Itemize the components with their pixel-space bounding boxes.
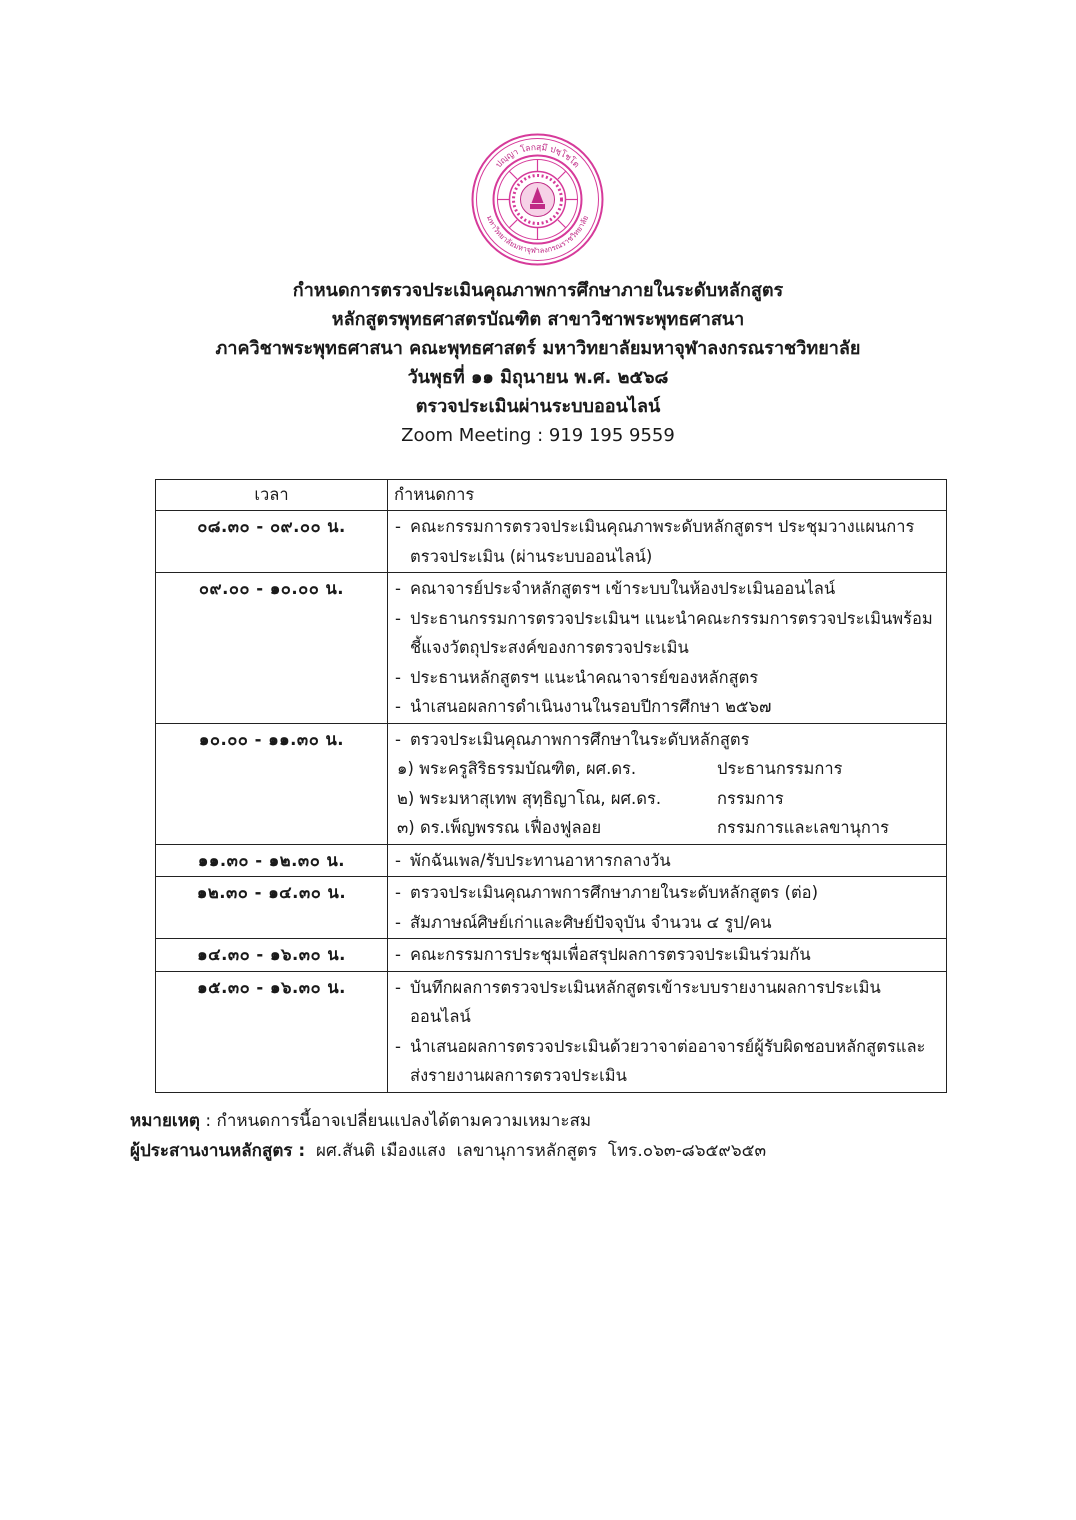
bullet-marker: - — [395, 517, 401, 536]
activity-item — [395, 663, 940, 693]
activity-item — [395, 574, 940, 604]
activity-text: นำเสนอผลการตรวจประเมินด้วยวาจาต่ออาจารย์ผู้รับผิดชอบหลักสูตรและส่งรายงานผลการตรวจประเมิน — [410, 1036, 926, 1085]
committee-member — [395, 784, 940, 814]
remark-line — [130, 1106, 766, 1136]
bullet-marker: - — [395, 697, 401, 716]
member-name: ๒) พระมหาสุเทพ สุทฺธิญาโณ, ผศ.ดร. — [397, 788, 662, 808]
document-header — [0, 276, 1076, 450]
activity-item — [395, 512, 940, 571]
activity-text: คณะกรรมการตรวจประเมินคุณภาพระดับหลักสูตรฯ ประชุมวางแผนการตรวจประเมิน (ผ่านระบบออนไลน์) — [410, 517, 915, 566]
member-role: กรรมการและเลขานุการ — [717, 818, 890, 837]
schedule-body — [156, 511, 947, 1093]
header-mode: ตรวจประเมินผ่านระบบออนไลน์ — [415, 396, 661, 417]
member-name: ๑) พระครูสิริธรรมบัณฑิต, ผศ.ดร. — [397, 759, 637, 778]
bullet-marker: - — [395, 912, 401, 932]
member-role: ประธานกรรมการ — [717, 759, 843, 778]
time-cell: ๐๙.๐๐ - ๑๐.๐๐ น. — [156, 573, 388, 724]
table-row — [156, 877, 947, 939]
activity-item — [395, 878, 940, 908]
activity-text: ตรวจประเมินคุณภาพการศึกษาในระดับหลักสูตร — [410, 729, 750, 749]
activity-text: บันทึกผลการตรวจประเมินหลักสูตรเข้าระบบรายงานผลการประเมินออนไลน์ — [410, 977, 881, 1026]
activity-text: คณาจารย์ประจำหลักสูตรฯ เข้าระบบในห้องประเมินออนไลน์ — [410, 579, 836, 598]
seal-text-top: ปญฺญา โลกสฺมึ ปชฺโชโต — [493, 142, 582, 171]
time-cell: ๑๐.๐๐ - ๑๑.๓๐ น. — [156, 723, 388, 844]
time-cell: ๑๑.๓๐ - ๑๒.๓๐ น. — [156, 844, 388, 877]
activity-item — [395, 692, 940, 722]
bullet-marker: - — [395, 977, 401, 997]
activity-text: ตรวจประเมินคุณภาพการศึกษาภายในระดับหลักสูตร (ต่อ) — [410, 883, 819, 902]
coordinator-label: ผู้ประสานงานหลักสูตร : — [130, 1141, 306, 1161]
table-row — [156, 573, 947, 724]
member-role: กรรมการ — [717, 788, 784, 808]
table-row — [156, 723, 947, 844]
bullet-marker: - — [395, 883, 401, 902]
activity-cell — [388, 573, 947, 724]
table-row — [156, 511, 947, 573]
bullet-marker: - — [395, 608, 401, 628]
activity-cell — [388, 844, 947, 877]
activity-text: ประธานหลักสูตรฯ แนะนำคณาจารย์ของหลักสูตร — [410, 667, 759, 687]
committee-member — [395, 754, 940, 784]
header-date: วันพุธที่ ๑๑ มิถุนายน พ.ศ. ๒๕๖๘ — [407, 367, 669, 388]
column-header-time: เวลา — [156, 480, 388, 511]
time-cell: ๐๘.๓๐ - ๐๙.๐๐ น. — [156, 511, 388, 573]
activity-text: ประธานกรรมการตรวจประเมินฯ แนะนำคณะกรรมการตรวจประเมินพร้อมชี้แจงวัตถุประสงค์ของการตรวจประเมิน — [410, 608, 933, 657]
activity-cell — [388, 511, 947, 573]
notes-section — [130, 1106, 766, 1166]
time-cell: ๑๕.๓๐ - ๑๖.๓๐ น. — [156, 971, 388, 1092]
activity-item — [395, 725, 940, 755]
activity-text: พักฉันเพล/รับประทานอาหารกลางวัน — [410, 850, 671, 870]
coordinator-text: ผศ.สันติ เมืองแสง เลขานุการหลักสูตร โทร.๐๖๓-๘๖๕๙๖๕๓ — [305, 1141, 767, 1161]
activity-item — [395, 604, 940, 663]
bullet-marker: - — [395, 850, 401, 870]
bullet-marker: - — [395, 1036, 401, 1056]
table-row — [156, 844, 947, 877]
column-header-activity: กำหนดการ — [388, 480, 947, 511]
activity-item — [395, 846, 940, 876]
activity-cell — [388, 971, 947, 1092]
member-name: ๓) ดร.เพ็ญพรรณ เฟื่องฟูลอย — [397, 818, 602, 837]
time-cell: ๑๒.๓๐ - ๑๔.๓๐ น. — [156, 877, 388, 939]
activity-item — [395, 1032, 940, 1091]
header-department: ภาควิชาพระพุทธศาสนา คณะพุทธศาสตร์ มหาวิทยาลัยมหาจุฬาลงกรณราชวิทยาลัย — [215, 338, 861, 359]
bullet-marker: - — [395, 579, 401, 598]
bullet-marker: - — [395, 945, 401, 964]
time-cell: ๑๔.๓๐ - ๑๖.๓๐ น. — [156, 939, 388, 972]
activity-item — [395, 908, 940, 938]
committee-member — [395, 813, 940, 843]
university-seal — [470, 132, 605, 267]
bullet-marker: - — [395, 667, 401, 687]
activity-text: คณะกรรมการประชุมเพื่อสรุปผลการตรวจประเมินร่วมกัน — [410, 945, 811, 964]
activity-text: สัมภาษณ์ศิษย์เก่าและศิษย์ปัจจุบัน จำนวน ๔ รูป/คน — [410, 912, 772, 932]
header-zoom-meeting: Zoom Meeting : 919 195 9559 — [401, 425, 675, 446]
activity-item — [395, 940, 940, 970]
seal-emblem-icon — [470, 132, 605, 267]
activity-cell — [388, 939, 947, 972]
table-row — [156, 939, 947, 972]
schedule-table — [155, 479, 947, 1093]
table-header-row — [156, 480, 947, 511]
activity-text: นำเสนอผลการดำเนินงานในรอบปีการศึกษา ๒๕๖๗ — [410, 697, 772, 716]
activity-cell — [388, 723, 947, 844]
coordinator-line — [130, 1136, 766, 1166]
header-title: กำหนดการตรวจประเมินคุณภาพการศึกษาภายในระดับหลักสูตร — [292, 280, 784, 301]
table-row — [156, 971, 947, 1092]
activity-item — [395, 973, 940, 1032]
seal-text-bottom: มหาวิทยาลัยมหาจุฬาลงกรณราชวิทยาลัย — [484, 214, 591, 256]
header-program: หลักสูตรพุทธศาสตรบัณฑิต สาขาวิชาพระพุทธศาสนา — [331, 309, 745, 330]
bullet-marker: - — [395, 729, 401, 749]
remark-text: : กำหนดการนี้อาจเปลี่ยนแปลงได้ตามความเหมาะสม — [199, 1111, 592, 1131]
remark-label: หมายเหตุ — [130, 1111, 200, 1131]
activity-cell — [388, 877, 947, 939]
